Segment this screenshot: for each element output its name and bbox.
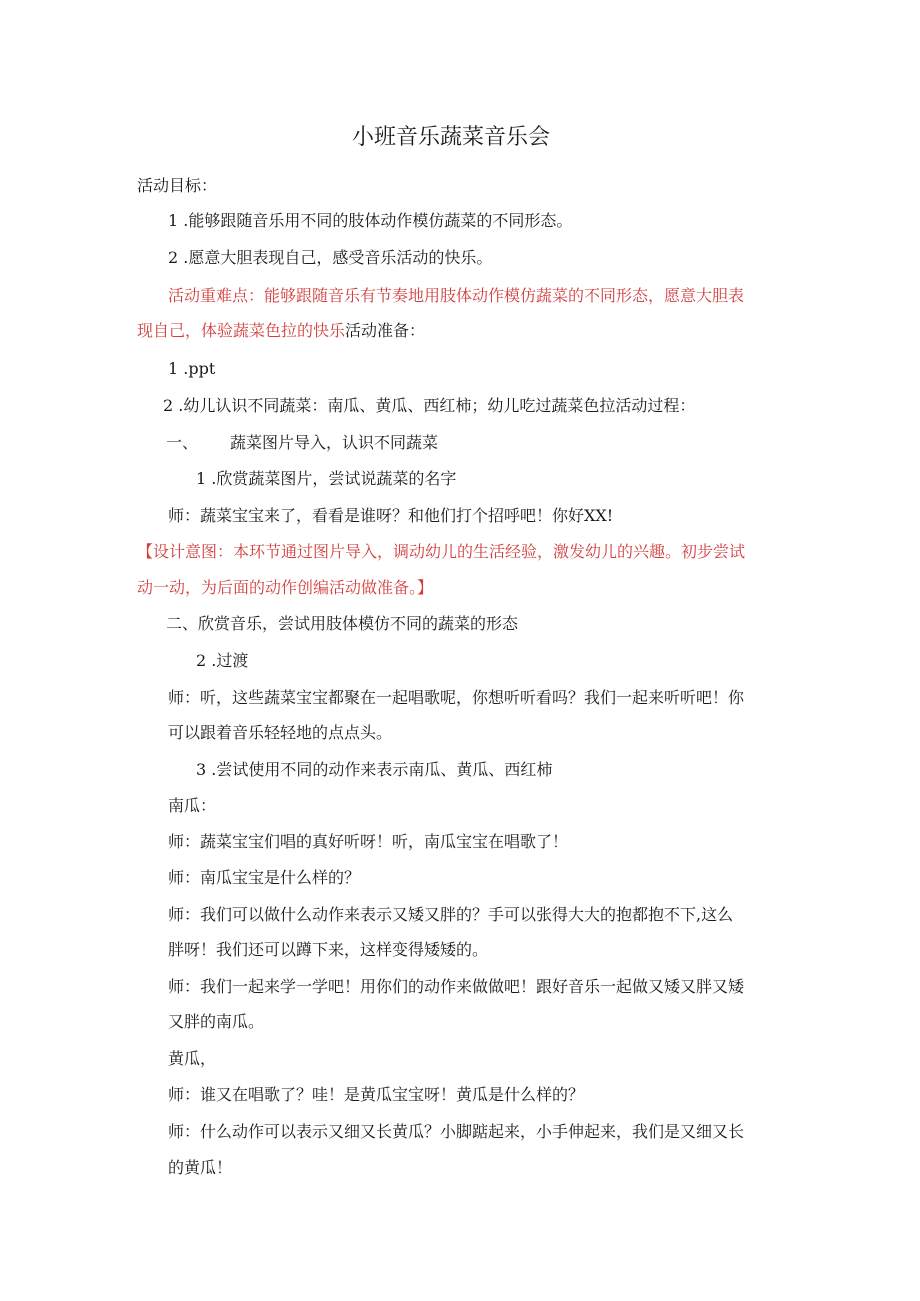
preparation-item: 2 .幼儿认识不同蔬菜：南瓜、黄瓜、西红柿；幼儿吃过蔬菜色拉活动过程：: [163, 396, 696, 415]
teacher-line: 师：蔬菜宝宝们唱的真好听呀！听，南瓜宝宝在唱歌了！: [168, 832, 569, 851]
teacher-line: 师：我们一起来学一学吧！用你们的动作来做做吧！跟好音乐一起做又矮又胖又矮: [168, 977, 745, 996]
page-title: 小班音乐蔬菜音乐会: [352, 125, 551, 150]
teacher-line: 师：我们可以做什么动作来表示又矮又胖的？手可以张得大大的抱都抱不下,这么: [168, 905, 734, 924]
teacher-line: 可以跟着音乐轻轻地的点点头。: [168, 723, 393, 742]
teacher-line: 的黄瓜！: [168, 1158, 233, 1177]
key-points-line: [137, 320, 425, 342]
preparation-item: 1 .ppt: [168, 359, 216, 378]
section-number: 一、: [166, 433, 199, 452]
vegetable-label: 黄瓜，: [168, 1049, 217, 1068]
section-title: 二、欣赏音乐，尝试用肢体模仿不同的蔬菜的形态: [166, 614, 519, 633]
goal-item: 1 .能够跟随音乐用不同的肢体动作模仿蔬菜的不同形态。: [168, 211, 573, 230]
section-title: 蔬菜图片导入，认识不同蔬菜: [230, 433, 439, 452]
preparation-heading: 活动准备：: [345, 321, 426, 340]
goal-item: 2 .愿意大胆表现自己，感受音乐活动的快乐。: [168, 248, 493, 267]
teacher-line: 师：谁又在唱歌了？哇！是黄瓜宝宝呀！黄瓜是什么样的？: [168, 1085, 585, 1104]
teacher-line: 师：听，这些蔬菜宝宝都聚在一起唱歌呢，你想听听看吗？我们一起来听听吧！你: [168, 688, 745, 707]
key-points-line: 活动重难点：能够跟随音乐有节奏地用肢体动作模仿蔬菜的不同形态，愿意大胆表: [168, 286, 745, 305]
teacher-line: 胖呀！我们还可以蹲下来，这样变得矮矮的。: [168, 940, 489, 959]
teacher-line: 师：什么动作可以表示又细又长黄瓜？小脚踮起来，小手伸起来，我们是又细又长: [168, 1122, 745, 1141]
key-points-text: 现自己，体验蔬菜色拉的快乐: [137, 321, 346, 340]
teacher-line: 师：蔬菜宝宝来了，看看是谁呀？和他们打个招呼吧！你好XX!: [168, 506, 614, 525]
step-heading: 2 .过渡: [196, 651, 249, 670]
design-intent: 动一动，为后面的动作创编活动做准备。】: [137, 578, 434, 597]
vegetable-label: 南瓜：: [168, 796, 217, 815]
step-heading: 3 .尝试使用不同的动作来表示南瓜、黄瓜、西红柿: [196, 760, 553, 779]
teacher-line: 又胖的南瓜。: [168, 1012, 265, 1031]
step-heading: 1 .欣赏蔬菜图片，尝试说蔬菜的名字: [196, 469, 457, 488]
teacher-line: 师：南瓜宝宝是什么样的？: [168, 868, 361, 887]
goals-heading: 活动目标：: [137, 176, 218, 195]
design-intent: 【设计意图：本环节通过图片导入，调动幼儿的生活经验，激发幼儿的兴趣。初步尝试: [137, 542, 746, 561]
